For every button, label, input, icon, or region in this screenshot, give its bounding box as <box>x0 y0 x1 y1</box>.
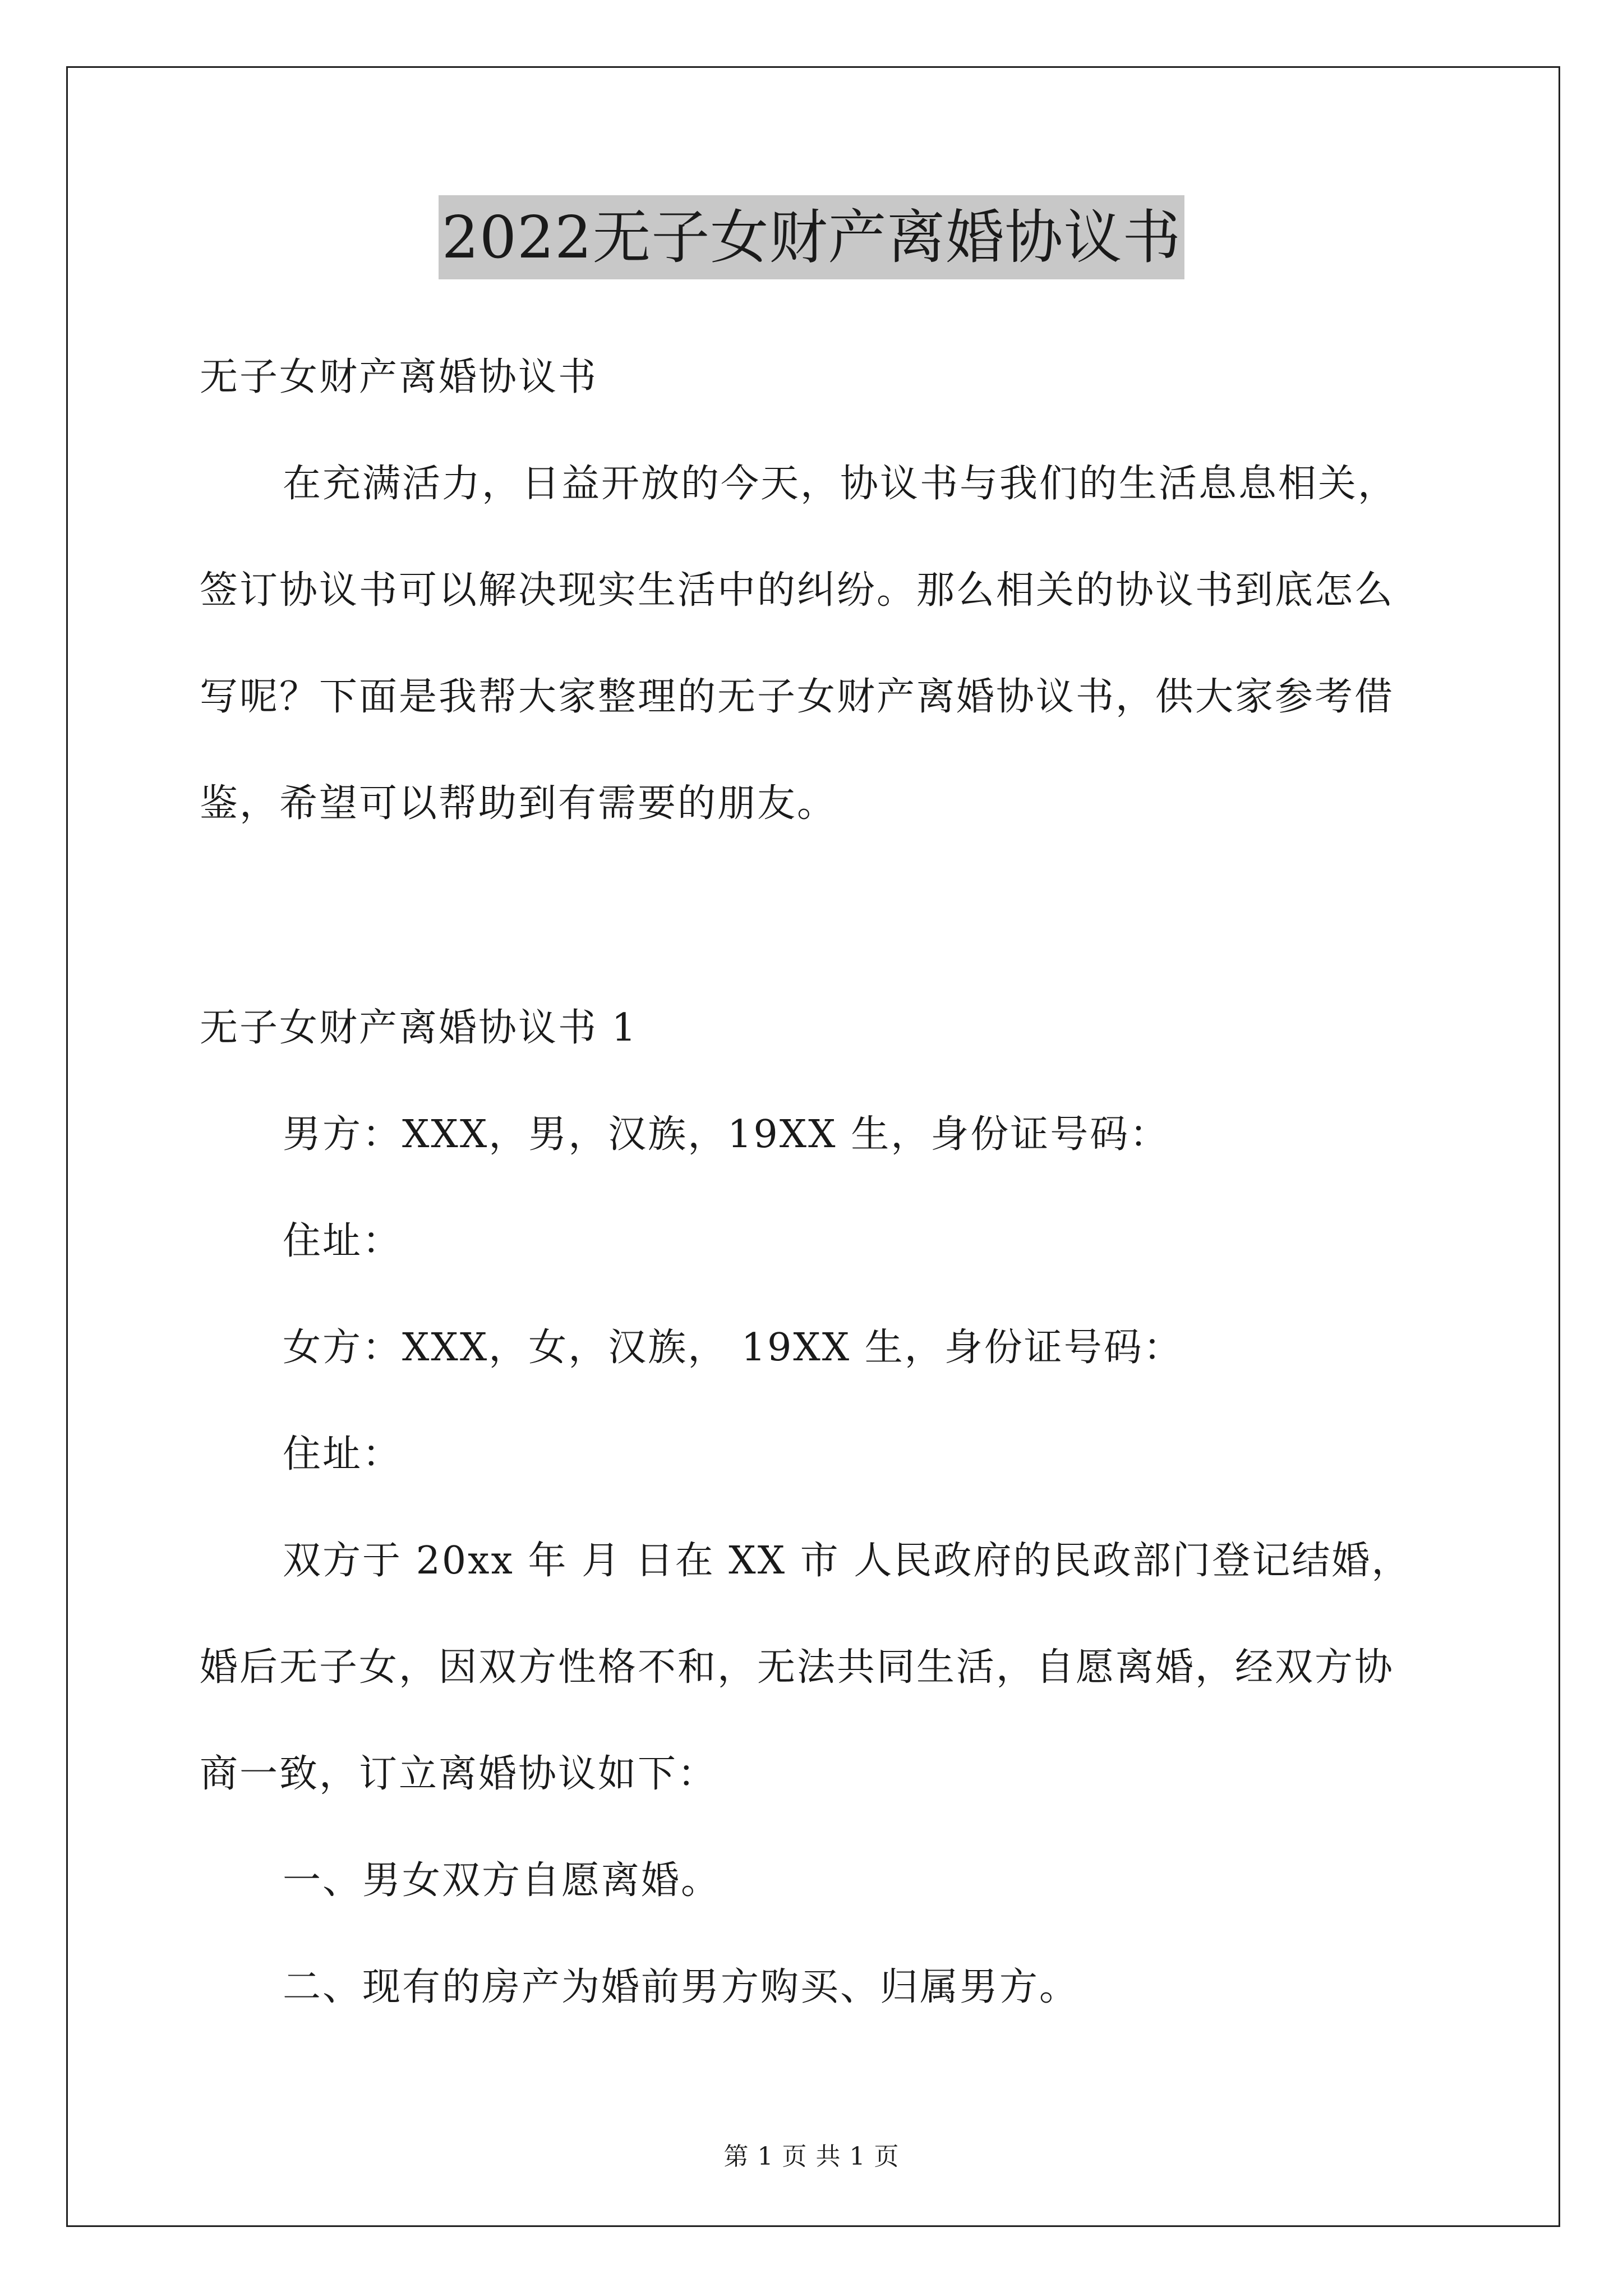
paragraph-line: 签订协议书可以解决现实生活中的纠纷。那么相关的协议书到底怎么 <box>200 568 1395 613</box>
paragraph-line: 在充满活力，日益开放的今天，协议书与我们的生活息息相关， <box>283 462 1398 506</box>
subtitle: 无子女财产离婚协议书 <box>200 355 598 399</box>
clause-item: 二、现有的房产为婚前男方购买、归属男方。 <box>283 1965 1080 2009</box>
spacer <box>200 874 1433 992</box>
female-party-line: 女方：XXX，女，汉族， 19XX 生，身份证号码： <box>283 1326 1183 1370</box>
paragraph-line: 婚后无子女，因双方性格不和，无法共同生活，自愿离婚，经双方协 <box>200 1645 1395 1690</box>
page-footer: 第 1 页 共 1 页 <box>723 2142 900 2171</box>
paragraph-line: 鉴，希望可以帮助到有需要的朋友。 <box>200 781 837 826</box>
section-heading: 无子女财产离婚协议书 1 <box>200 1006 638 1050</box>
document-body <box>200 341 1433 2058</box>
male-address-line: 住址： <box>283 1219 403 1263</box>
female-address-line: 住址： <box>283 1432 403 1476</box>
paragraph-line: 写呢？下面是我帮大家整理的无子女财产离婚协议书，供大家参考借 <box>200 675 1395 719</box>
document-title: 2022无子女财产离婚协议书 <box>439 195 1185 279</box>
paragraph-line: 双方于 20xx 年 月 日在 XX 市 人民政府的民政部门登记结婚， <box>283 1539 1412 1583</box>
male-party-line: 男方：XXX，男，汉族，19XX 生，身份证号码： <box>283 1112 1170 1157</box>
clause-item: 一、男女双方自愿离婚。 <box>283 1858 721 1903</box>
title-container <box>0 195 1623 279</box>
paragraph-line: 商一致，订立离婚协议如下： <box>200 1752 718 1796</box>
